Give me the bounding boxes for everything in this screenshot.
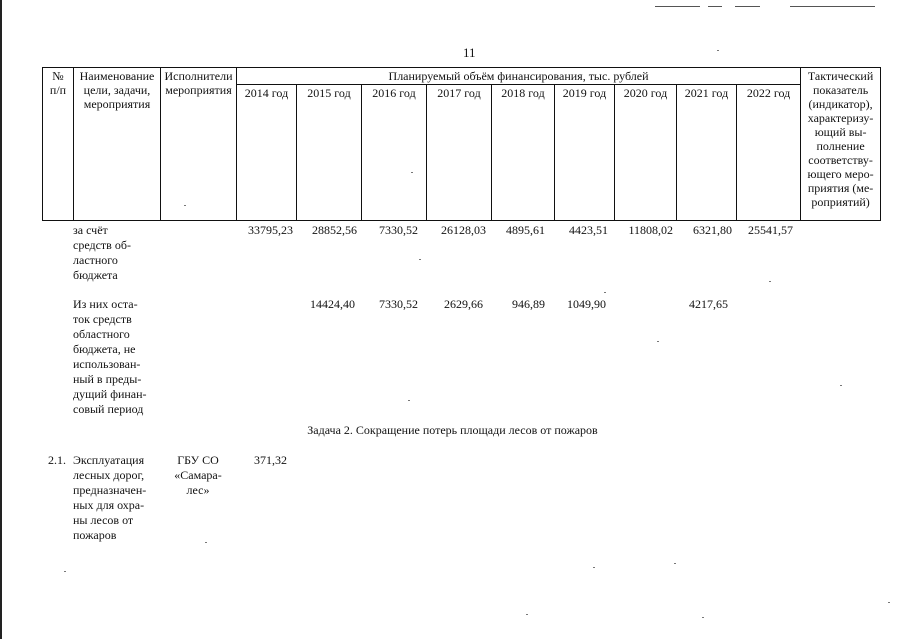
header-year-2019: 2019 год (555, 85, 615, 221)
scan-speck (702, 617, 704, 618)
regional-value-2017: 26128,03 (441, 223, 486, 237)
header-col-number: № п/п (43, 68, 74, 221)
row-2-1-number: 2.1. (48, 453, 66, 467)
task-2-title: Задача 2. Сокращение потерь площади лесов от пожаров (307, 423, 598, 437)
regional-value-2015: 28852,56 (312, 223, 357, 237)
regional-value-2014: 33795,23 (248, 223, 293, 237)
header-year-2017: 2017 год (427, 85, 492, 221)
row-2-1-value-2014: 371,32 (254, 453, 287, 467)
regional-value-2019: 4423,51 (569, 223, 608, 237)
page-left-edge (0, 0, 2, 639)
regional-value-2018: 4895,61 (506, 223, 545, 237)
row-2-1-label: Эксплуатация лесных дорог, предназначен- ных для охра- ны лесов от пожаров (73, 453, 147, 542)
scan-speck (593, 567, 595, 568)
page-number: 11 (463, 45, 476, 60)
remainder-value-2019: 1049,90 (567, 297, 606, 311)
financing-table-header (42, 67, 881, 221)
header-year-2015: 2015 год (297, 85, 362, 221)
scan-mark (790, 6, 875, 7)
header-year-2016: 2016 год (362, 85, 427, 221)
header-year-2020: 2020 год (615, 85, 677, 221)
scan-speck (184, 205, 186, 206)
scan-speck (408, 400, 410, 401)
remainder-value-2018: 946,89 (512, 297, 545, 311)
scan-speck (840, 385, 842, 386)
scan-mark (735, 6, 760, 7)
scan-speck (888, 602, 890, 603)
header-planned-financing: Планируемый объём финансирования, тыс. рублей (237, 68, 801, 85)
header-col-executor: Исполнители мероприятия (161, 68, 237, 221)
scan-speck (657, 341, 659, 342)
row-remainder-label: Из них оста- ток средств областного бюджета, не использован- ный в преды- дущий финан- совый период (73, 297, 147, 416)
scan-speck (419, 259, 421, 260)
scan-speck (717, 50, 719, 51)
scan-mark (708, 6, 722, 7)
regional-value-2020: 11808,02 (628, 223, 673, 237)
scan-speck (411, 172, 413, 173)
header-year-2014: 2014 год (237, 85, 297, 221)
scan-speck (674, 563, 676, 564)
header-year-2021: 2021 год (677, 85, 737, 221)
regional-value-2022: 25541,57 (748, 223, 793, 237)
row-2-1-executor: ГБУ СО «Самара- лес» (174, 453, 222, 497)
scan-speck (769, 281, 771, 282)
regional-value-2021: 6321,80 (693, 223, 732, 237)
remainder-value-2015: 14424,40 (310, 297, 355, 311)
scan-speck (64, 571, 66, 572)
header-year-2018: 2018 год (492, 85, 555, 221)
scan-speck (205, 542, 207, 543)
header-year-2022: 2022 год (737, 85, 801, 221)
remainder-value-2017: 2629,66 (444, 297, 483, 311)
remainder-value-2016: 7330,52 (379, 297, 418, 311)
scan-speck (526, 614, 528, 615)
remainder-value-2021: 4217,65 (689, 297, 728, 311)
row-regional-budget-label: за счёт средств об- ластного бюджета (73, 223, 131, 282)
scan-speck (604, 292, 606, 293)
scan-mark (655, 6, 700, 7)
header-col-name: Наименование цели, задачи, мероприятия (74, 68, 161, 221)
header-col-indicator: Тактический показатель (индикатор), характеризу- ющий вы- полнение соответству- ющего меро- приятия (ме- роприятий) (801, 68, 881, 221)
regional-value-2016: 7330,52 (379, 223, 418, 237)
